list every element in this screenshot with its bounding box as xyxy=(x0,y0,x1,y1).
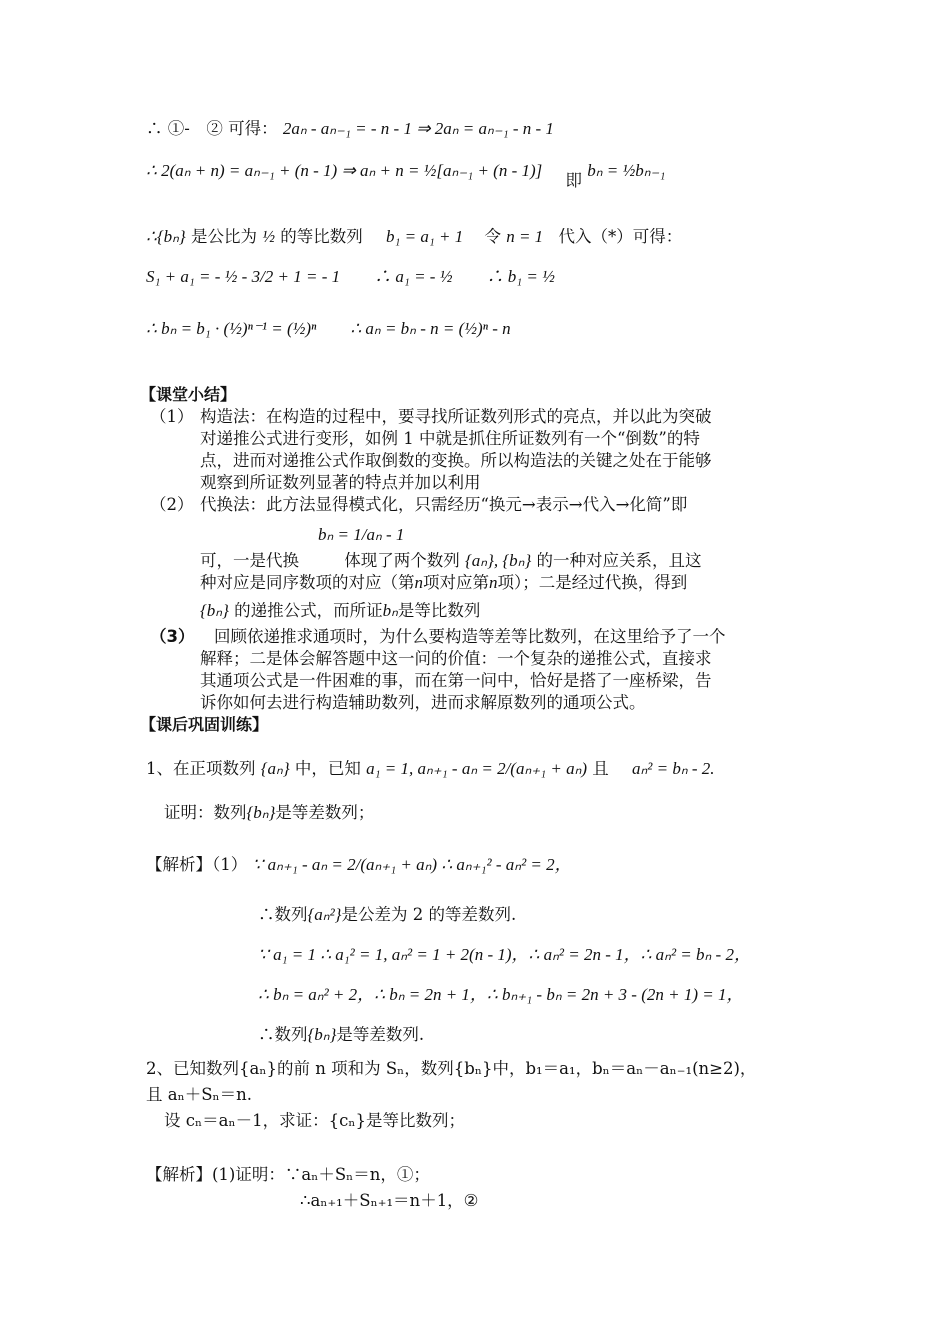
formula: b₁ = a₁ + 1 xyxy=(385,227,464,246)
summary-item-3-line: 解释；二是体会解答题中这一问的价值：一个复杂的递推公式，直接求 xyxy=(200,649,712,668)
formula: {aₙ} xyxy=(260,759,290,778)
summary-text: 种对应是同序数项的对应（第 xyxy=(200,573,415,592)
question-2-line-3: 设 cₙ＝aₙ－1，求证：{cₙ}是等比数列； xyxy=(164,1111,465,1130)
practice-heading: 【课后巩固训练】 xyxy=(140,715,269,734)
formula: bₙ = ½bₙ₋₁ xyxy=(587,161,666,180)
derivation-text: 令 xyxy=(484,227,501,246)
derivation-line-5 xyxy=(146,318,511,340)
solution-text: ∴数列 xyxy=(258,1025,308,1044)
solution-label: 【解析】（1） xyxy=(146,855,248,874)
formula: ∴{bₙ} xyxy=(146,227,186,246)
solution-1-line-4: ∴ bₙ = aₙ² + 2，∴ bₙ = 2n + 1，∴ bₙ₊₁ - bₙ = 2n + 3 - (2n + 1) = 1， xyxy=(258,985,744,1004)
formula: n xyxy=(489,573,498,592)
formula: {aₙ²} xyxy=(307,905,342,924)
derivation-line-3 xyxy=(146,226,682,248)
summary-item-2-line xyxy=(200,550,702,572)
question-text: 是等差数列； xyxy=(275,803,375,822)
formula: aₙ² = bₙ - 2. xyxy=(632,759,715,778)
formula: 2aₙ - aₙ₋₁ = - n - 1 ⇒ 2aₙ = aₙ₋₁ - n - 1 xyxy=(282,119,554,138)
derivation-text: 代入（*）可得： xyxy=(558,227,683,246)
question-1 xyxy=(146,758,715,780)
question-text: 证明：数列 xyxy=(164,803,247,822)
solution-1-line-5 xyxy=(258,1024,424,1046)
question-text: 1、在正项数列 xyxy=(146,759,256,778)
formula: {bₙ} xyxy=(200,601,229,620)
summary-text: 是等比数列 xyxy=(397,601,481,620)
derivation-text: 的等比数列 xyxy=(280,227,363,246)
derivation-text: 是公比为 xyxy=(190,227,257,246)
formula: ∴ 2(aₙ + n) = aₙ₋₁ + (n - 1) ⇒ aₙ + n = ½[aₙ₋₁ + (n - 1)] xyxy=(146,161,543,180)
summary-item-2-line xyxy=(200,600,480,622)
derivation-line-1 xyxy=(146,118,554,140)
solution-2-line-2: ∴aₙ₊₁＋Sₙ₊₁＝n＋1，② xyxy=(300,1191,479,1210)
summary-heading: 【课堂小结】 xyxy=(140,385,237,404)
formula: ∵ aₙ₊₁ - aₙ = 2/(aₙ₊₁ + aₙ) ∴ aₙ₊₁² - aₙ² = 2， xyxy=(252,855,572,874)
summary-item-1-line: 构造法：在构造的过程中，要寻找所证数列形式的亮点，并以此为突破 xyxy=(200,407,712,426)
summary-item-1-line: 对递推公式进行变形，如例 1 中就是抓住所证数列有一个“倒数”的特 xyxy=(200,429,700,448)
question-2-line-1: 2、已知数列{aₙ}的前 n 项和为 Sₙ，数列{bₙ}中，b₁＝a₁，bₙ＝aₙ－aₙ₋₁(n≥2)， xyxy=(146,1059,757,1078)
summary-item-3-line: 其通项公式是一件困难的事，而在第一问中，恰好是搭了一座桥梁，告 xyxy=(200,671,712,690)
derivation-line-4 xyxy=(146,266,555,288)
solution-2-line-1: 【解析】(1)证明：∵aₙ＋Sₙ＝n，①； xyxy=(146,1165,430,1184)
solution-text: ∴数列 xyxy=(258,905,308,924)
solution-text: 是等差数列. xyxy=(336,1025,425,1044)
summary-text: 项）；二是经过代换，得到 xyxy=(497,573,688,592)
summary-item-1-line: 点，进而对递推公式作取倒数的变换。所以构造法的关键之处在于能够 xyxy=(200,451,712,470)
solution-text: 是公差为 2 的等差数列. xyxy=(341,905,517,924)
formula: {bₙ} xyxy=(246,803,276,822)
derivation-line-2 xyxy=(146,160,666,190)
formula: bₙ xyxy=(382,601,398,620)
formula: n xyxy=(414,573,423,592)
derivation-text: 即 xyxy=(565,171,583,190)
summary-text: 的递推公式，而所证 xyxy=(234,601,383,620)
summary-item-1-line: 观察到所证数列显著的特点并加以利用 xyxy=(200,473,481,492)
summary-text: 可，一是代换 xyxy=(200,551,299,570)
formula: ½ xyxy=(262,227,275,246)
derivation-text: ∴ ①- ② 可得： xyxy=(146,119,278,138)
summary-text: 项对应第 xyxy=(423,573,489,592)
summary-item-3-number: （3） xyxy=(150,627,195,646)
summary-item-1-number: （1） xyxy=(150,407,194,426)
question-text: 中，已知 xyxy=(294,759,361,778)
summary-item-2-number: （2） xyxy=(150,495,194,514)
formula: S₁ + a₁ = - ½ - 3/2 + 1 = - 1 ∴ a₁ = - ½ ∴ b₁ = ½ xyxy=(146,267,555,286)
question-text: 且 xyxy=(592,759,609,778)
solution-1-line-2 xyxy=(258,904,516,926)
formula: {bₙ} xyxy=(307,1025,337,1044)
formula: {aₙ}, {bₙ} xyxy=(465,551,532,570)
substitution-formula: bₙ = 1/aₙ - 1 xyxy=(318,525,405,544)
summary-item-2-line xyxy=(200,572,687,594)
solution-1-line-3: ∵ a₁ = 1 ∴ a₁² = 1, aₙ² = 1 + 2(n - 1)，∴ aₙ² = 2n - 1，∴ aₙ² = bₙ - 2， xyxy=(258,945,751,964)
summary-text: 的一种对应关系，且这 xyxy=(536,551,702,570)
formula: n = 1 xyxy=(506,227,544,246)
question-1-prove xyxy=(164,802,374,824)
summary-item-2-line: 代换法：此方法显得模式化，只需经历“换元→表示→代入→化简”即 xyxy=(200,495,688,514)
summary-item-3-line: 诉你如何去进行构造辅助数列，进而求解原数列的通项公式。 xyxy=(200,693,646,712)
formula: ∴ bₙ = b₁ · (½)ⁿ⁻¹ = (½)ⁿ ∴ aₙ = bₙ - n = (½)ⁿ - n xyxy=(146,319,511,338)
solution-1-line-1 xyxy=(146,854,572,876)
question-2-line-2: 且 aₙ＋Sₙ＝n. xyxy=(146,1085,253,1104)
summary-item-3-line: 回顾依递推求通项时，为什么要构造等差等比数列，在这里给予了一个 xyxy=(214,627,726,646)
formula: a₁ = 1, aₙ₊₁ - aₙ = 2/(aₙ₊₁ + aₙ) xyxy=(366,759,588,778)
summary-text: 体现了两个数列 xyxy=(344,551,460,570)
